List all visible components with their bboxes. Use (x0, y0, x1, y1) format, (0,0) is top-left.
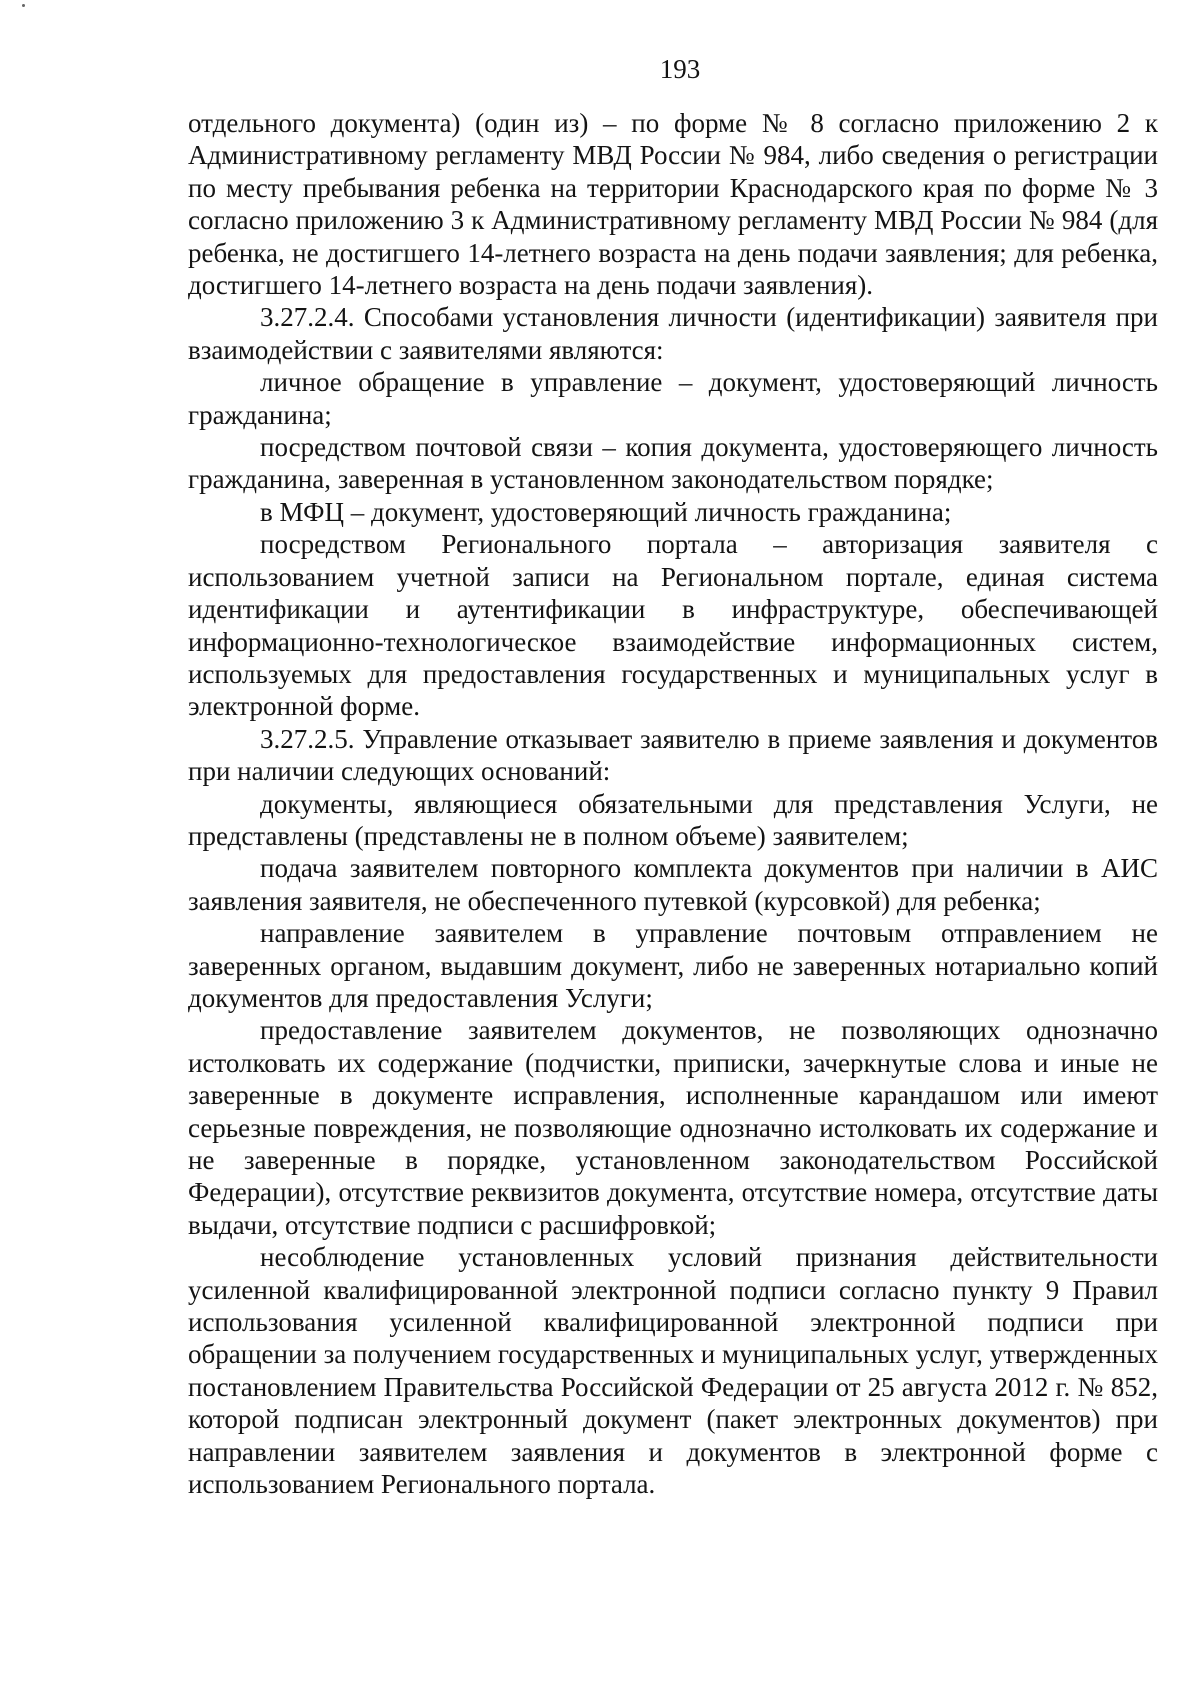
paragraph-ambiguous-documents: предоставление заявителем документов, не позволяющих однозначно истолковать их содержание (подчистки, приписки, зачеркнутые слова и иные не заверенные в документе исправления, исполненные карандашом или имеют серьезные повреждения, не позволяющие однозначно истолковать их содержание и не заверенные в порядке, установленном законодательством Российской Федерации), отсутствие реквизитов документа, отсутствие номера, отсутствие даты выдачи, отсутствие подписи с расшифровкой; (188, 1015, 1158, 1240)
paragraph-3-27-2-4: 3.27.2.4. Способами установления личности (идентификации) заявителя при взаимодействии с заявителями являются: (188, 302, 1158, 365)
paragraph-regional-portal: посредством Регионального портала – авторизация заявителя с использованием учетной записи на Региональном портале, единая система идентификации и аутентификации в инфраструктуре, обеспечивающей информационно-технологическое взаимодействие информационных систем, используемых для предоставления государственных и муниципальных услуг в электронной форме. (188, 529, 1158, 722)
paragraph-continued-document-list: отдельного документа) (один из) – по форме № 8 согласно приложению 2 к Административному регламенту МВД России № 984, либо сведения о регистрации по месту пребывания ребенка на территории Краснодарского края по форме № 3 согласно приложению 3 к Административному регламенту МВД России № 984 (для ребенка, не достигшего 14-летнего возраста на день подачи заявления; для ребенка, достигшего 14-летнего возраста на день подачи заявления). (188, 108, 1158, 301)
paragraph-missing-documents: документы, являющиеся обязательными для представления Услуги, не представлены (представлены не в полном объеме) заявителем; (188, 788, 1158, 851)
document-body (188, 107, 1158, 1500)
scan-speck (22, 4, 25, 7)
paragraph-3-27-2-5: 3.27.2.5. Управление отказывает заявителю в приеме заявления и документов при наличии следующих оснований: (188, 723, 1158, 787)
paragraph-repeat-submission: подача заявителем повторного комплекта документов при наличии в АИС заявления заявителя, не обеспеченного путевкой (курсовкой) для ребенка; (188, 853, 1158, 916)
paragraph-uncertified-copies: направление заявителем в управление почтовым отправлением не заверенных органом, выдавшим документ, либо не заверенных нотариально копий документов для предоставления Услуги; (188, 918, 1158, 1013)
paragraph-electronic-signature: несоблюдение установленных условий признания действительности усиленной квалифицированной электронной подписи согласно пункту 9 Правил использования усиленной квалифицированной электронной подписи при обращении за получением государственных и муниципальных услуг, утвержденных постановлением Правительства Российской Федерации от 25 августа 2012 г. № 852, которой подписан электронный документ (пакет электронных документов) при направлении заявителем заявления и документов в электронной форме с использованием Регионального портала. (188, 1242, 1158, 1500)
paragraph-personal-visit: личное обращение в управление – документ, удостоверяющий личность гражданина; (188, 367, 1158, 430)
paragraph-postal-service: посредством почтовой связи – копия документа, удостоверяющего личность гражданина, заверенная в установленном законодательством порядке; (188, 432, 1158, 495)
page-number: 193 (659, 54, 701, 84)
paragraph-mfc: в МФЦ – документ, удостоверяющий личность гражданина; (260, 496, 952, 527)
